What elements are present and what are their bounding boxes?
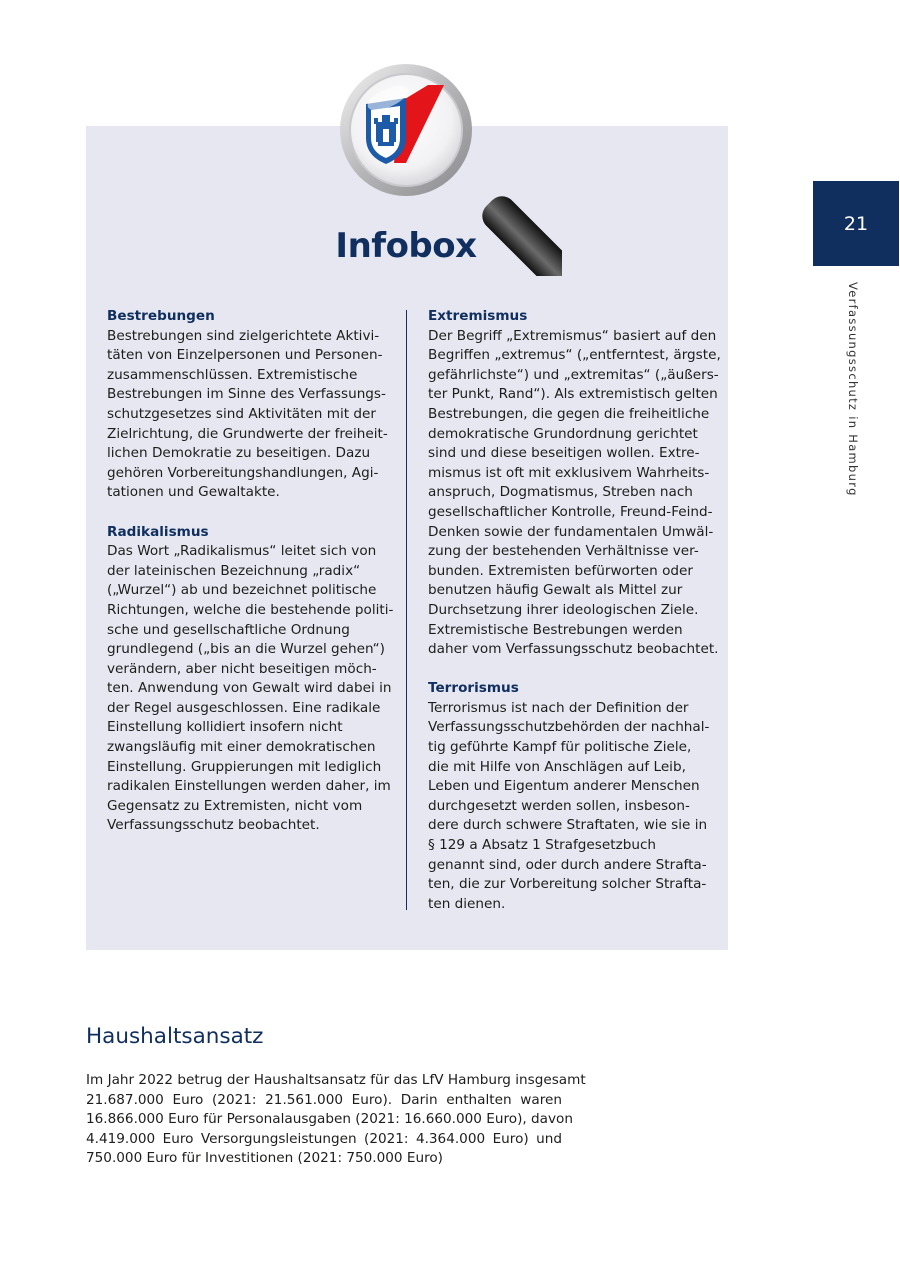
definition-line: Bestrebungen, die gegen die freiheitliche bbox=[428, 405, 710, 422]
infobox-left-column bbox=[107, 307, 394, 856]
definition-line: zusammenschlüssen. Extremistische bbox=[107, 366, 358, 383]
definition-line: der lateinischen Bezeichnung „radix“ bbox=[107, 562, 361, 579]
definition-line: Extremistische Bestrebungen werden bbox=[428, 621, 683, 638]
definition-line: („Wurzel“) ab und bezeichnet politische bbox=[107, 582, 377, 599]
definition-line: die mit Hilfe von Anschlägen auf Leib, bbox=[428, 758, 686, 775]
body-line: 16.866.000 Euro für Personalausgaben (2021: 16.660.000 Euro), davon bbox=[86, 1111, 573, 1128]
definition-line: ten. Anwendung von Gewalt wird dabei in bbox=[107, 680, 392, 697]
definition-line: Denken sowie der fundamentalen Umwäl- bbox=[428, 523, 714, 540]
definition-line: Durchsetzung ihrer ideologischen Ziele. bbox=[428, 601, 699, 618]
definition-line: gehören Vorbereitungshandlungen, Agi- bbox=[107, 464, 379, 481]
definition-line: gesellschaftlicher Kontrolle, Freund-Feind- bbox=[428, 503, 713, 520]
definition-line: Gegensatz zu Extremisten, nicht vom bbox=[107, 797, 363, 814]
definition-line: täten von Einzelpersonen und Personen- bbox=[107, 347, 383, 364]
definition-line: Begriffen „extremus“ („entferntest, ärgste, bbox=[428, 347, 721, 364]
definition-line: Das Wort „Radikalismus“ leitet sich von bbox=[107, 543, 377, 560]
body-line: 21.687.000 Euro (2021: 21.561.000 Euro). Darin enthalten waren bbox=[86, 1091, 562, 1108]
definition-line: demokratische Grundordnung gerichtet bbox=[428, 425, 698, 442]
definition-line: Der Begriff „Extremismus“ basiert auf den bbox=[428, 327, 717, 344]
definition-line: Einstellung kollidiert insofern nicht bbox=[107, 719, 343, 736]
running-head: Verfassungsschutz in Hamburg bbox=[846, 282, 860, 497]
definition-line: ten dienen. bbox=[428, 895, 506, 912]
definition-line: Verfassungsschutz beobachtet. bbox=[107, 817, 320, 834]
definition-line: Verfassungsschutzbehörden der nachhal- bbox=[428, 719, 710, 736]
definition-radikalismus bbox=[107, 523, 394, 837]
infobox-title: Infobox bbox=[335, 226, 477, 266]
definition-line: sind und diese beseitigen wollen. Extre- bbox=[428, 445, 700, 462]
definition-line: radikalen Einstellungen werden daher, im bbox=[107, 778, 391, 795]
definition-line: durchgesetzt werden sollen, insbeson- bbox=[428, 797, 690, 814]
page-number-tab bbox=[813, 181, 899, 266]
definition-line: zwangsläufig mit einer demokratischen bbox=[107, 739, 376, 756]
definition-line: genannt sind, oder durch andere Strafta- bbox=[428, 856, 707, 873]
infobox-right-column bbox=[428, 307, 721, 934]
definition-line: dere durch schwere Straftaten, wie sie in bbox=[428, 817, 708, 834]
body-line: 4.419.000 Euro Versorgungsleistungen (2021: 4.364.000 Euro) und bbox=[86, 1130, 562, 1147]
term-heading: Bestrebungen bbox=[107, 308, 215, 324]
page-number: 21 bbox=[843, 212, 869, 235]
term-heading: Extremismus bbox=[428, 308, 528, 324]
definition-bestrebungen bbox=[107, 307, 388, 503]
definition-line: Zielrichtung, die Grundwerte der freiheit- bbox=[107, 425, 388, 442]
section-body bbox=[86, 1071, 586, 1169]
definition-line: Terrorismus ist nach der Definition der bbox=[428, 699, 689, 716]
definition-line: Bestrebungen im Sinne des Verfassungs- bbox=[107, 386, 386, 403]
definition-line: § 129 a Absatz 1 Strafgesetzbuch bbox=[428, 837, 657, 854]
column-divider bbox=[406, 310, 407, 910]
definition-line: grundlegend („bis an die Wurzel gehen“) bbox=[107, 641, 385, 658]
definition-line: Leben und Eigentum anderer Menschen bbox=[428, 778, 700, 795]
definition-line: der Regel ausgeschlossen. Eine radikale bbox=[107, 699, 381, 716]
definition-line: lichen Demokratie zu beseitigen. Dazu bbox=[107, 445, 371, 462]
definition-line: anspruch, Dogmatismus, Streben nach bbox=[428, 484, 693, 501]
definition-line: Richtungen, welche die bestehende politi- bbox=[107, 601, 394, 618]
definition-line: sche und gesellschaftliche Ordnung bbox=[107, 621, 350, 638]
definition-line: ter Punkt, Rand“). Als extremistisch gelten bbox=[428, 386, 718, 403]
definition-line: ten, die zur Vorbereitung solcher Strafta- bbox=[428, 876, 707, 893]
definition-line: tig geführte Kampf für politische Ziele, bbox=[428, 739, 692, 756]
definition-line: verändern, aber nicht beseitigen möch- bbox=[107, 660, 377, 677]
definition-line: tationen und Gewaltakte. bbox=[107, 484, 280, 501]
definition-line: mismus ist oft mit exklusivem Wahrheits- bbox=[428, 464, 710, 481]
definition-extremismus bbox=[428, 307, 721, 660]
definition-line: schutzgesetzes sind Aktivitäten mit der bbox=[107, 405, 376, 422]
term-heading: Terrorismus bbox=[428, 680, 519, 697]
definition-line: Bestrebungen sind zielgerichtete Aktivi- bbox=[107, 327, 380, 344]
section-heading: Haushaltsansatz bbox=[86, 1024, 264, 1049]
definition-line: benutzen häufig Gewalt als Mittel zur bbox=[428, 582, 683, 599]
definition-line: gefährlichste“) und „extremitas“ („äußers- bbox=[428, 366, 719, 383]
definition-line: Einstellung. Gruppierungen mit lediglich bbox=[107, 758, 382, 775]
definition-terrorismus bbox=[428, 679, 710, 914]
body-line: Im Jahr 2022 betrug der Haushaltsansatz für das LfV Hamburg insgesamt bbox=[86, 1072, 586, 1088]
definition-line: bunden. Extremisten befürworten oder bbox=[428, 562, 693, 579]
term-heading: Radikalismus bbox=[107, 523, 209, 540]
body-line: 750.000 Euro für Investitionen (2021: 750.000 Euro) bbox=[86, 1150, 443, 1167]
definition-line: daher vom Verfassungsschutz beobachtet. bbox=[428, 641, 719, 658]
definition-line: zung der bestehenden Verhältnisse ver- bbox=[428, 543, 699, 560]
